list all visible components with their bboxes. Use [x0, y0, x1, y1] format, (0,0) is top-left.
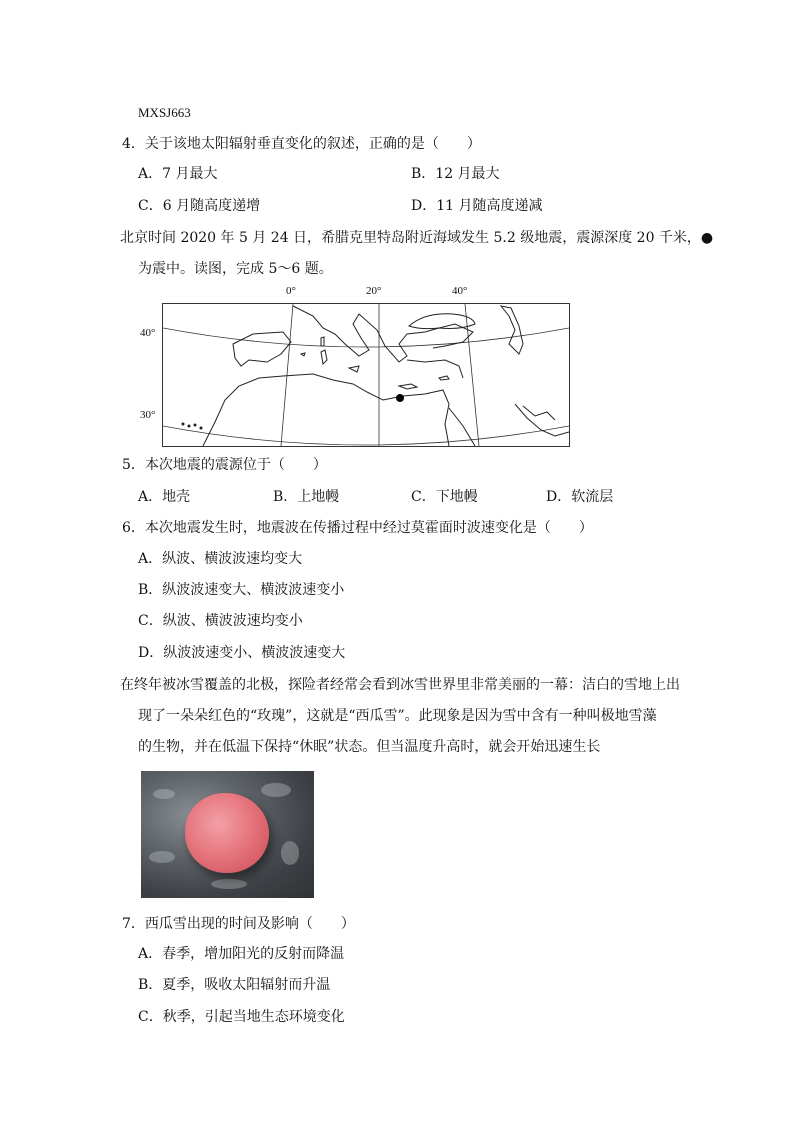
balearic: [301, 353, 305, 356]
intro-earthquake-line1: 北京时间 2020 年 5 月 24 日，希腊克里特岛附近海域发生 5.2 级地震，震源深度 20 千米，●: [120, 230, 714, 246]
q5-option-b: B．上地幔: [273, 489, 340, 505]
lat-label-40: 40°: [140, 327, 156, 339]
q5-option-c: C．下地幔: [411, 489, 478, 505]
red-snow-ball: [185, 793, 269, 873]
europe-coast: [293, 306, 473, 362]
q6-option-d: D．纵波波速变小、横波波速变大: [138, 645, 346, 661]
q6-option-c: C．纵波、横波波速均变小: [138, 613, 303, 629]
crete: [399, 384, 417, 389]
q4-option-b: B．12 月最大: [411, 166, 500, 182]
q7-option-c: C．秋季，引起当地生态环境变化: [138, 1009, 345, 1025]
question-7-stem: 7．西瓜雪出现的时间及影响（ ）: [122, 916, 355, 932]
question-5-stem: 5．本次地震的震源位于（ ）: [122, 457, 327, 473]
q4-option-c: C．6 月随高度递增: [138, 198, 261, 214]
persian-gulf: [523, 406, 555, 420]
lon-label-0: 0°: [286, 285, 296, 297]
parallel-30: [163, 426, 569, 445]
question-6-stem: 6．本次地震发生时，地震波在传播过程中经过莫霍面时波速变化是（ ）: [122, 520, 593, 536]
q7-option-b: B．夏季，吸收太阳辐射而升温: [138, 977, 331, 993]
map-frame: [162, 303, 570, 447]
red-sea: [449, 408, 475, 446]
q5-option-a: A．地壳: [138, 489, 191, 505]
caspian-sea: [501, 306, 523, 354]
canary-islands-2: [188, 425, 191, 428]
watermelon-snow-photo: [141, 771, 314, 898]
cyprus: [439, 376, 449, 380]
mediterranean-map: [140, 285, 572, 447]
black-sea: [409, 314, 475, 329]
corsica: [321, 337, 324, 346]
epicenter-dot: [396, 394, 404, 402]
q5-option-d: D．软流层: [546, 489, 614, 505]
anatolia-coast: [407, 360, 463, 378]
intro-watermelon-snow-line3: 的生物，并在低温下保持“休眠”状态。但当温度升高时，就会开始迅速生长: [138, 739, 601, 755]
q6-option-b: B．纵波波速变大、横波波速变小: [138, 582, 345, 598]
sicily: [349, 366, 359, 372]
lon-label-40: 40°: [452, 285, 468, 297]
lon-label-20: 20°: [366, 285, 382, 297]
canary-islands-4: [200, 427, 203, 430]
doc-code: MXSJ663: [138, 105, 191, 120]
map-svg: [163, 304, 569, 446]
intro-watermelon-snow-line2: 现了一朵朵红色的“玫瑰”，这就是“西瓜雪”。此现象是因为雪中含有一种叫极地雪藻: [138, 708, 657, 724]
iberia-coast: [233, 332, 291, 366]
q6-option-a: A．纵波、横波波速均变大: [138, 551, 303, 567]
arabia-coast: [515, 404, 569, 436]
question-4-stem: 4．关于该地太阳辐射垂直变化的叙述，正确的是（ ）: [122, 136, 481, 152]
canary-islands-3: [194, 424, 197, 427]
q4-option-a: A．7 月最大: [138, 166, 218, 182]
lat-label-30: 30°: [140, 409, 156, 421]
q7-option-a: A．春季，增加阳光的反射而降温: [138, 946, 345, 962]
canary-islands-1: [182, 423, 185, 426]
intro-watermelon-snow-line1: 在终年被冰雪覆盖的北极，探险者经常会看到冰雪世界里非常美丽的一幕：洁白的雪地上出: [120, 677, 680, 693]
q4-option-d: D．11 月随高度递减: [411, 198, 543, 214]
parallel-40: [163, 328, 569, 347]
intro-earthquake-line2: 为震中。读图，完成 5～6 题。: [138, 261, 333, 277]
sardinia: [321, 350, 327, 364]
